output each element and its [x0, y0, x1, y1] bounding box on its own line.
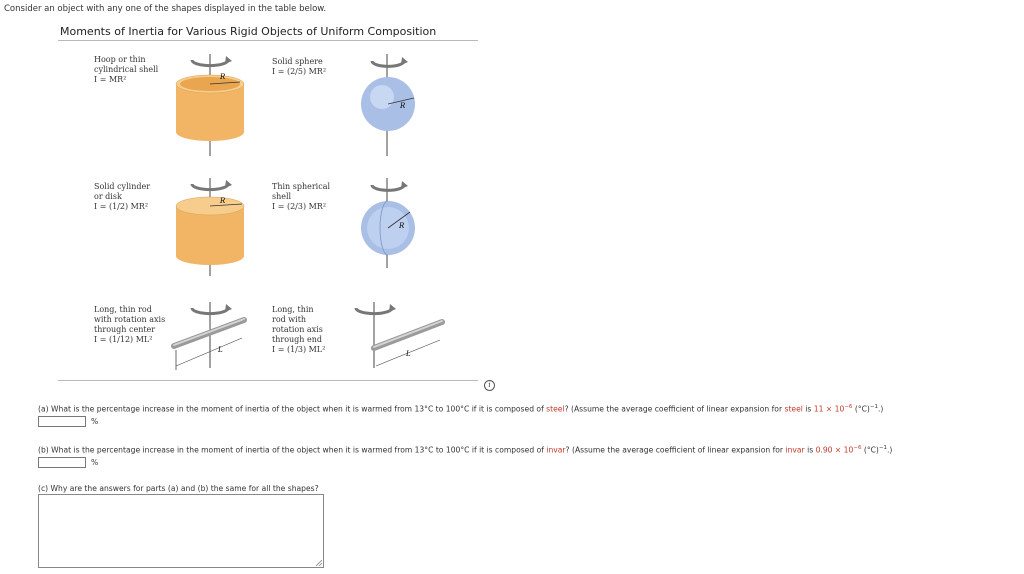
question-a-text: is — [802, 404, 814, 414]
question-b-text: .) — [887, 445, 893, 455]
spherical-shell-radius-label: R — [399, 222, 405, 230]
rod-end-name-line: through end — [272, 335, 322, 344]
question-b-unit-exponent: −1 — [878, 445, 888, 451]
question-a-text: (a) What is the percentage increase in the moment of inertia of the object when it is warmed from 13°C to 100°C if it is composed of — [38, 404, 547, 414]
rod-center-name-line: with rotation axis — [94, 315, 166, 324]
solid-cylinder-radius-label: R — [220, 197, 226, 205]
rod-center-length-label: L — [218, 346, 223, 354]
table-title: Moments of Inertia for Various Rigid Objects of Uniform Composition — [60, 25, 437, 38]
answer-b-unit: % — [91, 458, 99, 467]
question-b-text: is — [804, 445, 816, 455]
spherical-shell-name-line: Thin spherical — [272, 182, 331, 191]
question-b — [38, 445, 892, 455]
rod-end-length-label: L — [406, 350, 411, 358]
question-b-exponent: −6 — [853, 445, 862, 451]
rod-end-name-line: Long, thin — [272, 305, 314, 314]
hoop-name-line: cylindrical shell — [94, 65, 159, 74]
question-b-material: invar — [785, 445, 805, 455]
solid-sphere-label — [272, 57, 326, 77]
rod-center-formula: I = (1/12) ML² — [94, 335, 153, 344]
info-icon[interactable]: i — [484, 380, 495, 391]
section-divider — [58, 380, 478, 381]
title-divider — [58, 40, 478, 41]
question-a-unit: (°C) — [852, 404, 870, 414]
answer-b-input[interactable] — [38, 457, 86, 468]
question-a-exponent: −6 — [844, 404, 853, 410]
rod-end-figure — [350, 300, 450, 372]
rod-center-name-line: Long, thin rod — [94, 305, 152, 314]
solid-cylinder-formula: I = (1/2) MR² — [94, 202, 149, 211]
solid-cylinder-name-line: Solid cylinder — [94, 182, 151, 191]
spherical-shell-figure — [352, 176, 422, 272]
question-a-text: .) — [878, 404, 884, 414]
question-b-unit: (°C) — [861, 445, 879, 455]
solid-sphere-formula: I = (2/5) MR² — [272, 67, 327, 76]
rod-end-label — [272, 305, 325, 355]
question-a-unit-exponent: −1 — [869, 404, 878, 410]
question-a-text: ? (Assume the average coefficient of linear expansion for — [564, 404, 785, 414]
spherical-shell-formula: I = (2/3) MR² — [272, 202, 327, 211]
rod-center-figure — [168, 300, 258, 372]
question-a — [38, 404, 883, 414]
rod-center-label — [94, 305, 165, 345]
intro-text: Consider an object with any one of the shapes displayed in the table below. — [4, 4, 327, 14]
solid-sphere-figure — [352, 52, 422, 160]
solid-cylinder-figure — [168, 176, 258, 280]
rod-center-name-line: through center — [94, 325, 156, 334]
rod-end-formula: I = (1/3) ML² — [272, 345, 326, 354]
question-b-material: invar — [546, 445, 566, 455]
hoop-formula: I = MR² — [94, 75, 127, 84]
question-b-text: (b) What is the percentage increase in the moment of inertia of the object when it is warmed from 13°C to 100°C if it is composed of — [38, 445, 547, 455]
question-a-material: steel — [546, 404, 565, 414]
rod-end-name-line: rod with — [272, 315, 307, 324]
question-b-text: ? (Assume the average coefficient of linear expansion for — [565, 445, 786, 455]
hoop-name-line: Hoop or thin — [94, 55, 146, 64]
answer-c-textarea[interactable] — [38, 494, 324, 568]
spherical-shell-name-line: shell — [272, 192, 292, 201]
answer-a-input[interactable] — [38, 416, 86, 427]
solid-cylinder-name-line: or disk — [94, 192, 122, 201]
solid-sphere-name-line: Solid sphere — [272, 57, 323, 66]
question-a-coefficient: 11 × 10 — [813, 404, 845, 414]
hoop-label — [94, 55, 158, 85]
answer-a-unit: % — [91, 417, 99, 426]
question-b-coefficient: 0.90 × 10 — [815, 445, 854, 455]
resize-handle-icon[interactable] — [316, 560, 322, 566]
solid-cylinder-label — [94, 182, 150, 212]
hoop-cylinder-figure — [168, 52, 258, 160]
rod-end-name-line: rotation axis — [272, 325, 323, 334]
question-a-material: steel — [784, 404, 803, 414]
hoop-radius-label: R — [220, 73, 226, 81]
spherical-shell-label — [272, 182, 330, 212]
solid-sphere-radius-label: R — [400, 102, 406, 110]
question-c-text: (c) Why are the answers for parts (a) and (b) the same for all the shapes? — [38, 484, 319, 493]
